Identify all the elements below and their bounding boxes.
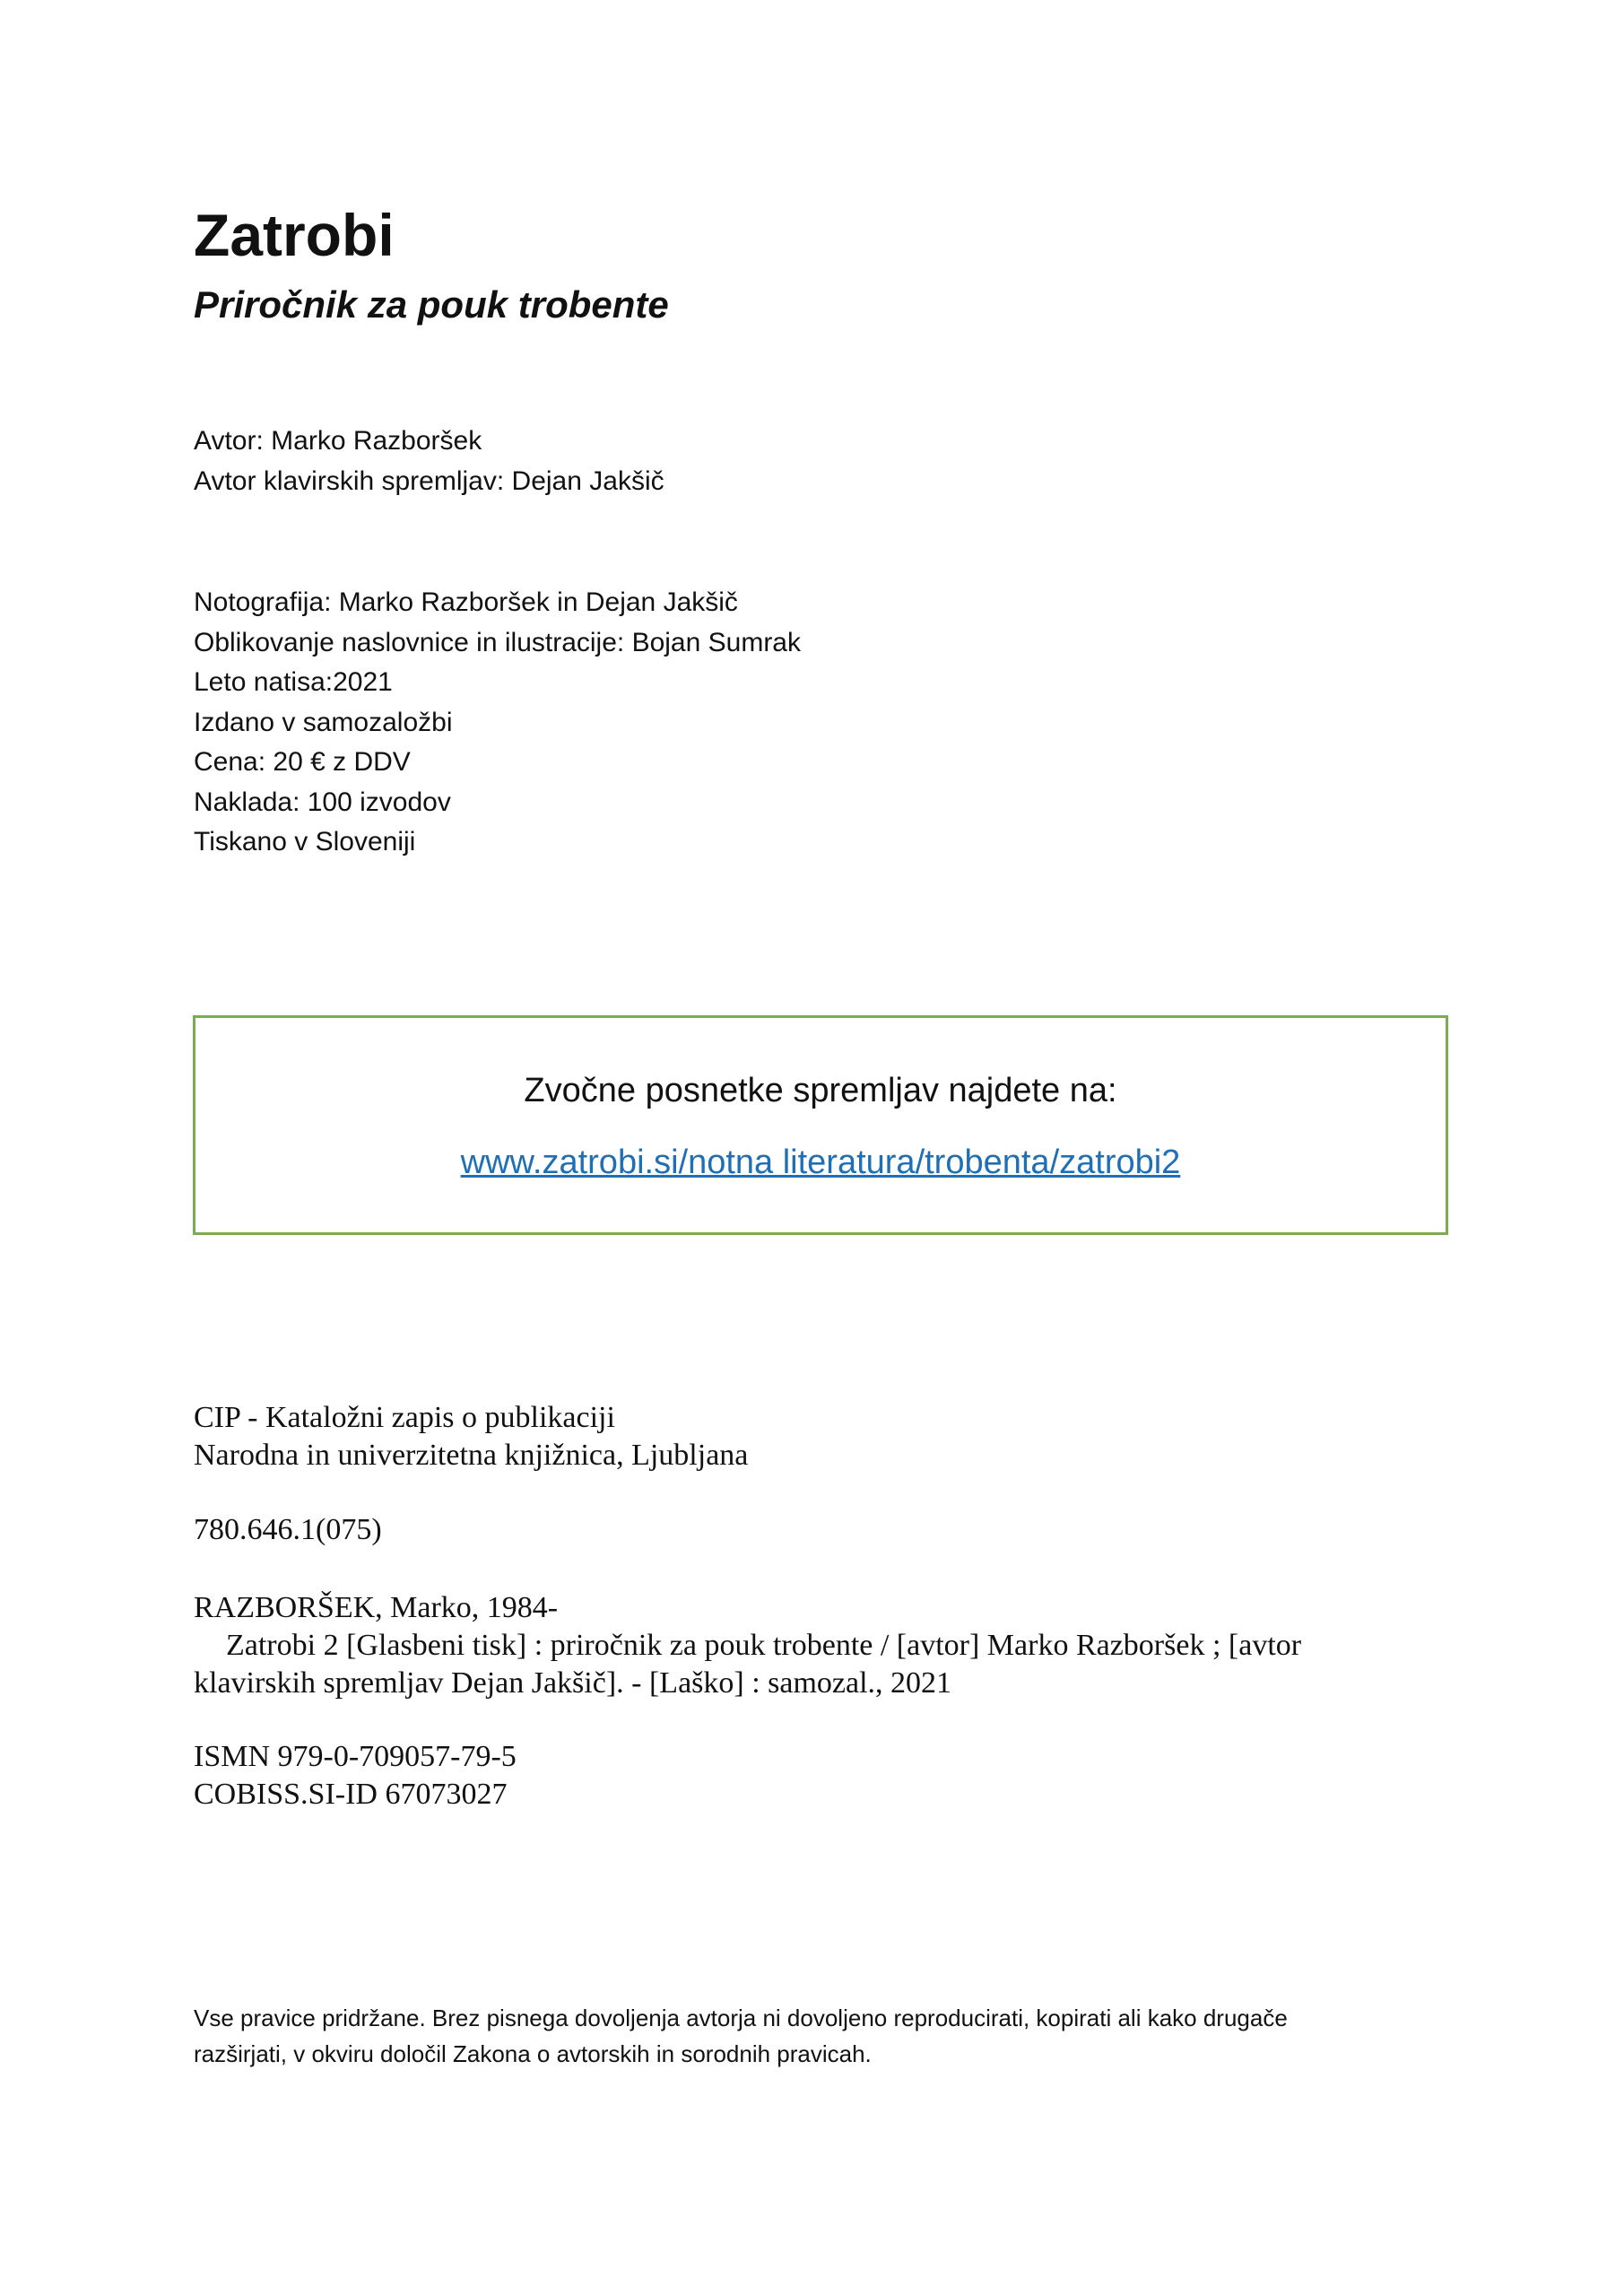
author-line: Avtor: Marko Razboršek [194, 426, 482, 456]
recordings-link[interactable]: www.zatrobi.si/notna literatura/trobenta/zatrobi2 [460, 1144, 1181, 1181]
imprint-printed-in: Tiskano v Sloveniji [194, 827, 416, 857]
rights-notice [194, 2000, 1449, 2072]
rights-line-1: Vse pravice pridržane. Brez pisnega dovoljenja avtorja ni dovoljeno reproducirati, kopirati ali kako drugače [194, 2005, 1288, 2031]
book-subtitle: Priročnik za pouk trobente [194, 283, 669, 326]
cip-author: RAZBORŠEK, Marko, 1984- [194, 1591, 559, 1624]
cip-identifiers [194, 1738, 517, 1813]
imprint-publisher: Izdano v samozaložbi [194, 707, 453, 737]
imprint-notation: Notografija: Marko Razboršek in Dejan Jakšič [194, 587, 738, 617]
imprint-price: Cena: 20 € z DDV [194, 747, 411, 777]
piano-author-line: Avtor klavirskih spremljav: Dejan Jakšič [194, 465, 664, 496]
cip-title: CIP - Kataložni zapis o publikaciji [194, 1401, 615, 1434]
cip-description-2: klavirskih spremljav Dejan Jakšič]. - [Laško] : samozal., 2021 [194, 1666, 952, 1700]
cip-udc [194, 1511, 382, 1549]
udc-code: 780.646.1(075) [194, 1513, 382, 1546]
imprint-design: Oblikovanje naslovnice in ilustracije: Bojan Sumrak [194, 627, 801, 657]
authors-block [194, 422, 664, 501]
imprint-year: Leto natisa:2021 [194, 667, 393, 697]
cip-heading [194, 1399, 748, 1474]
ismn: ISMN 979-0-709057-79-5 [194, 1740, 517, 1773]
cip-entry [194, 1589, 1301, 1702]
cip-library: Narodna in univerzitetna knjižnica, Ljubljana [194, 1439, 749, 1472]
rights-line-2: razširjati, v okviru določil Zakona o avtorskih in sorodnih pravicah. [194, 2040, 872, 2067]
recordings-box [193, 1015, 1448, 1235]
imprint-print-run: Naklada: 100 izvodov [194, 787, 451, 817]
book-title: Zatrobi [194, 202, 395, 268]
cip-description-1: Zatrobi 2 [Glasbeni tisk] : priročnik za pouk trobente / [avtor] Marko Razboršek ; [avtor [226, 1629, 1302, 1662]
cobiss-id: COBISS.SI-ID 67073027 [194, 1778, 508, 1811]
imprint-block [194, 583, 801, 863]
recordings-intro: Zvočne posnetke spremljav najdete na: [524, 1072, 1117, 1109]
